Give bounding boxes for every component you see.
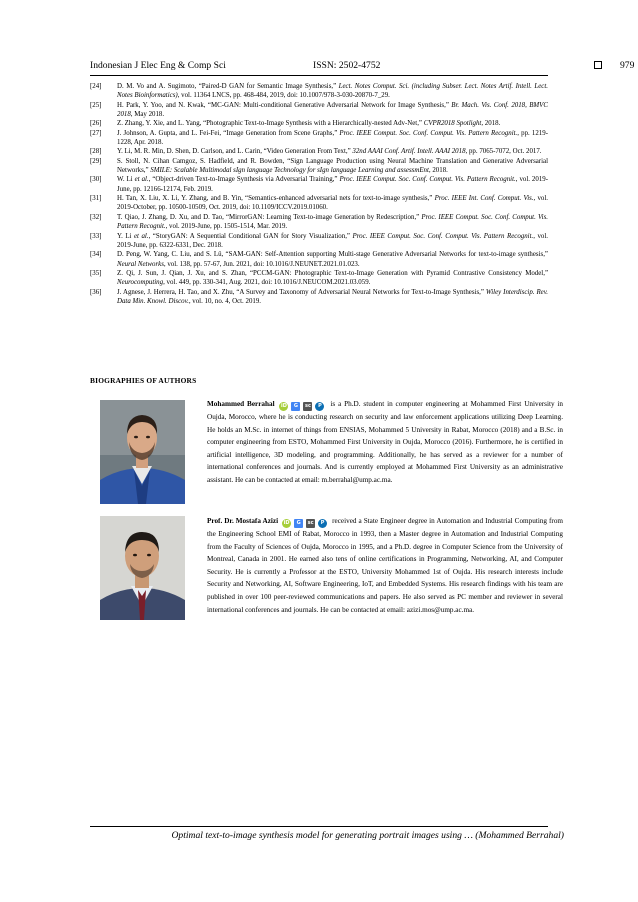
reference-number: [33]: [90, 232, 102, 240]
reference-venue: SMILE: Scalable Multimodal sIgn language Technology for sIgn language Learning and assessmEnt: [150, 167, 429, 175]
author-bio-berrahal: [207, 398, 563, 487]
reference-text: D. M. Vo and A. Sugimoto, “Paired-D GAN for Semantic Image Synthesis,”: [117, 83, 339, 90]
reference-number: [28]: [90, 148, 102, 156]
publons-icon[interactable]: P: [318, 519, 327, 528]
reference-text: Z. Zhang, Y. Xie, and L. Yang, “Photographic Text-to-Image Synthesis with a Hierarchically-nested Adv-Net,”: [117, 120, 424, 128]
reference-text: H. Tan, X. Liu, X. Li, Y. Zhang, and B. Yin, “Semantics-enhanced adversarial nets for text-to-image synthesis,”: [117, 195, 435, 203]
reference-number: [30]: [90, 176, 102, 184]
reference-item: [90, 250, 548, 269]
author-name: Mohammed Berrahal: [207, 400, 275, 408]
reference-venue: Br. Mach. Vis. Conf. 2018, BMVC 2018: [117, 101, 548, 119]
reference-item: [90, 269, 548, 288]
reference-number: [27]: [90, 129, 102, 137]
reference-text: T. Qiao, J. Zhang, D. Xu, and D. Tao, “MirrorGAN: Learning Text-to-image Generation by Redescription,”: [117, 213, 422, 221]
reference-venue: Neural Networks: [117, 260, 164, 268]
author-photo-berrahal: [100, 400, 185, 504]
author-bio-azizi: [207, 515, 563, 616]
orcid-icon[interactable]: iD: [283, 520, 290, 526]
author-bio-text: is a Ph.D. student in computer engineering at Mohammed First University in Oujda, Morocco, where he is conducting research on security and law enforcement applications utilizing Deep Learning. He holds an M.Sc. in internet of things from ENSIAS, Mohammed 5 University in Rabat, Morocco (2018) and a B.Sc. in computer engineering from ESTO, Mohammed First University in Oujda, Morocco (2016). Furthermore, he is certified in artificial intelligence, 3D modeling, and programming. Additionally, he has served as a reviewer for a number of international conferences and journals. And is currently employed at Mohammed First University as an administrative assistant. He can be contacted at email: m.berrahal@ump.ac.ma.: [207, 400, 564, 484]
reference-etal: et al.: [134, 176, 149, 184]
reference-details: , vol. 2019-June, pp. 12166-12174, Feb. 2019.: [117, 176, 549, 193]
reference-venue: 32nd AAAI Conf. Artif. Intell. AAAI 2018: [352, 148, 466, 156]
author-photo-azizi: [100, 516, 185, 620]
reference-item: [90, 129, 548, 148]
reference-item: [90, 175, 548, 194]
reference-item: [90, 82, 548, 101]
reference-details: , vol. 2019-June, pp. 1505-1514, Mar. 2019.: [165, 223, 288, 231]
reference-details: , vol. 2019-June, pp. 6322-6331, Dec. 2018.: [117, 232, 548, 249]
reference-venue: Lect. Notes Comput. Sci. (including Subser. Lect. Notes Artif. Intell. Lect. Notes Bioinformatics): [117, 83, 548, 100]
reference-text: D. Peng, W. Yang, C. Liu, and S. Lü, “SAM-GAN: Self-Attention supporting Multi-stage Generative Adversarial Networks for text-to-image synthesis,”: [117, 251, 548, 259]
reference-number: [32]: [90, 213, 102, 221]
reference-venue: Proc. IEEE Comput. Soc. Conf. Comput. Vis. Pattern Recognit.: [117, 213, 548, 231]
profile-icons: [282, 519, 327, 528]
reference-venue: Proc. IEEE Int. Conf. Comput. Vis.: [434, 195, 534, 203]
checkbox-glyph-icon: [594, 61, 602, 69]
reference-item: [90, 213, 548, 232]
publons-icon[interactable]: P: [315, 402, 324, 411]
reference-details: , 2018.: [428, 167, 448, 175]
reference-venue: Proc. IEEE Comput. Soc. Conf. Comput. Vis. Pattern Recognit.: [339, 129, 518, 137]
reference-number: [36]: [90, 288, 102, 296]
header-divider: [90, 75, 548, 76]
reference-text: Y. Li, M. R. Min, D. Shen, D. Carlson, and L. Carin, “Video Generation From Text,”: [117, 148, 353, 156]
reference-details: , vol. 2019-October, pp. 10500-10509, Oct. 2019, doi: 10.1109/ICCV.2019.01060.: [117, 195, 548, 212]
portrait-image: [100, 400, 185, 504]
issn: ISSN: 2502-4752: [313, 60, 381, 71]
reference-number: [25]: [90, 101, 102, 109]
reference-text: Y. Li: [117, 232, 134, 240]
reference-details: , vol. 11364 LNCS, pp. 468-484, 2019, doi: 10.1007/978-3-030-20870-7_29.: [177, 92, 390, 100]
google-scholar-icon[interactable]: G: [294, 519, 303, 528]
reference-item: [90, 288, 548, 307]
reference-details: , 2018.: [481, 120, 501, 128]
reference-text: W. Li: [117, 176, 135, 184]
reference-item: [90, 101, 548, 120]
reference-etal: et al.: [133, 232, 149, 240]
reference-text: J. Agnese, J. Herrera, H. Tao, and X. Zhu, “A Survey and Taxonomy of Adversarial Neural Networks for Text-to-Image Synthesis,”: [117, 288, 486, 296]
reference-details: , vol. 138, pp. 57-67, Jun. 2021, doi: 10.1016/J.NEUNET.2021.01.023.: [163, 260, 360, 268]
page-number: 979: [620, 60, 635, 71]
reference-venue: Neurocomputing: [117, 279, 164, 287]
reference-details: , pp. 7065-7072, Oct. 2017.: [465, 148, 542, 156]
reference-number: [24]: [90, 83, 102, 90]
page-footer: Optimal text-to-image synthesis model for generating portrait images using … (Mohammed Berrahal): [171, 830, 564, 841]
google-scholar-icon[interactable]: G: [291, 402, 300, 411]
reference-item: [90, 232, 548, 251]
reference-venue: CVPR2018 Spotlight: [423, 120, 482, 128]
reference-number: [34]: [90, 251, 102, 259]
biographies-heading: BIOGRAPHIES OF AUTHORS: [90, 376, 197, 385]
orcid-icon[interactable]: iD: [281, 403, 287, 409]
portrait-image: [100, 516, 185, 620]
reference-number: [35]: [90, 269, 102, 277]
reference-number: [31]: [90, 195, 102, 203]
reference-title: , “Object-driven Text-to-Image Synthesis via Adversarial Training,”: [148, 176, 340, 184]
reference-text: S. Stoll, N. Cihan Camgoz, S. Hadfield, and R. Bowden, “Sign Language Production using Neural Machine Translation and Generative Adversarial Networks,”: [117, 157, 548, 175]
reference-item: [90, 119, 548, 128]
reference-title: , “StoryGAN: A Sequential Conditional GAN for Story Visualization,”: [148, 232, 353, 240]
reference-item: [90, 194, 548, 213]
reference-number: [29]: [90, 157, 102, 165]
reference-details: , May 2018.: [130, 111, 165, 119]
footer-divider: [90, 826, 548, 827]
scopus-icon[interactable]: sc: [305, 403, 311, 409]
reference-text: H. Park, Y. Yoo, and N. Kwak, “MC-GAN: Multi-conditional Generative Adversarial Network for Image Synthesis,”: [117, 101, 452, 109]
journal-name: Indonesian J Elec Eng & Comp Sci: [90, 60, 226, 71]
reference-details: , pp. 1219-1228, Apr. 2018.: [117, 129, 548, 147]
author-bio-text: received a State Engineer degree in Automation and Industrial Computing from the Engineering School EMI of Rabat, Morocco in 1993, then a Master degree in Automation and Industrial Computing from the Faculty of Sciences of Oujda, Morocco in 1995, and a Ph.D. degree in Computer Science from the University of Montreal, Canada in 2001. He earned also tens of online certifications in Programming, Networking, AI, and Computer Security. He is currently a Professor at the ESTO, University Mohammed 1st of Oujda. His research interests include Security and Networking, AI, Software Engineering, IoT, and Embedded Systems. His research findings with his team are published in over 100 peer-reviewed communications and papers. He also served as PC member and reviewer in several international conferences and journals. He can be contacted at email: azizi.mos@ump.ac.ma.: [207, 517, 564, 614]
reference-details: , vol. 449, pp. 330-341, Aug. 2021, doi: 10.1016/J.NEUCOM.2021.03.059.: [163, 279, 371, 287]
reference-list: [90, 82, 548, 306]
reference-item: [90, 157, 548, 176]
reference-details: , vol. 10, no. 4, Oct. 2019.: [188, 297, 262, 305]
author-name: Prof. Dr. Mostafa Azizi: [207, 517, 279, 525]
reference-venue: Proc. IEEE Comput. Soc. Conf. Comput. Vis. Pattern Recognit.: [352, 232, 534, 240]
page-header: [90, 60, 635, 74]
reference-text: Z. Qi, J. Sun, J. Qian, J. Xu, and S. Zhan, “PCCM-GAN: Photographic Text-to-Image Generation with Pyramid Contrastive Consistency Model,”: [117, 269, 548, 277]
reference-item: [90, 147, 548, 156]
reference-text: J. Johnson, A. Gupta, and L. Fei-Fei, “Image Generation from Scene Graphs,”: [117, 129, 340, 137]
reference-number: [26]: [90, 120, 102, 128]
profile-icons: [279, 402, 324, 411]
reference-venue: Proc. IEEE Comput. Soc. Conf. Comput. Vis. Pattern Recognit.: [339, 176, 516, 184]
scopus-icon[interactable]: sc: [307, 520, 314, 526]
reference-venue: Wiley Interdiscip. Rev. Data Min. Knowl. Discov.: [117, 288, 549, 305]
